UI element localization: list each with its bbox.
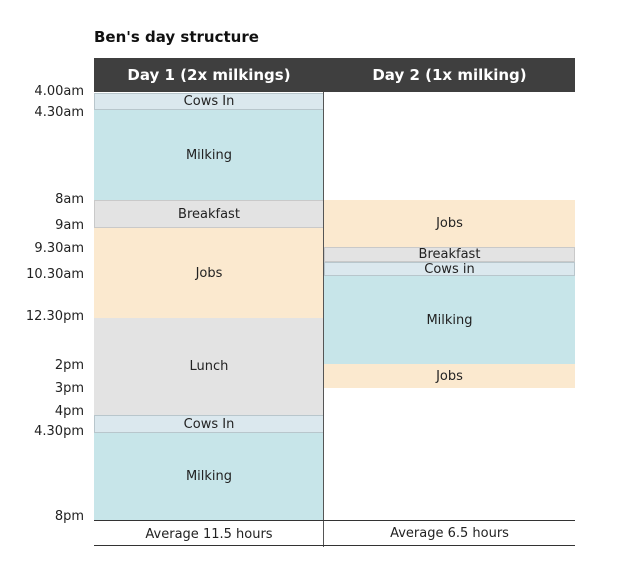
day1-block-cows-in: Cows In [94,415,324,433]
day1-block-breakfast: Breakfast [94,200,324,228]
column-header-bar [94,58,575,92]
footer-bottom-line-day2 [324,545,575,546]
column-header-day1: Day 1 (2x milkings) [127,66,291,84]
column-header-day2: Day 2 (1x milking) [372,66,527,84]
time-label: 8am [55,192,84,207]
day1-block-lunch: Lunch [94,318,324,415]
time-label: 4pm [54,404,84,419]
footer-top-line [94,520,575,521]
day2-block-jobs: Jobs [324,364,575,388]
day2-block-breakfast: Breakfast [324,247,575,262]
time-label: 4.00am [34,84,84,99]
day1-block-milking: Milking [94,433,324,520]
day2-block-milking: Milking [324,276,575,364]
time-label: 2pm [54,358,84,373]
time-label: 4.30pm [34,424,84,439]
day2-block-cows-in: Cows in [324,262,575,276]
day2-block-jobs: Jobs [324,200,575,247]
day2-average: Average 6.5 hours [390,526,509,541]
time-label: 9am [55,218,84,233]
time-label: 3pm [54,381,84,396]
time-label: 8pm [54,509,84,524]
time-label: 10.30am [26,267,84,282]
time-label: 9.30am [34,241,84,256]
time-label: 12.30pm [25,309,84,324]
footer-bottom-line-day1 [94,545,324,546]
day1-block-cows-in: Cows In [94,93,324,110]
diagram-title: Ben's day structure [94,28,259,46]
day1-block-jobs: Jobs [94,228,324,318]
day1-average: Average 11.5 hours [145,527,273,542]
time-label: 4.30am [34,105,84,120]
column-divider [323,92,324,547]
day1-block-milking: Milking [94,110,324,200]
